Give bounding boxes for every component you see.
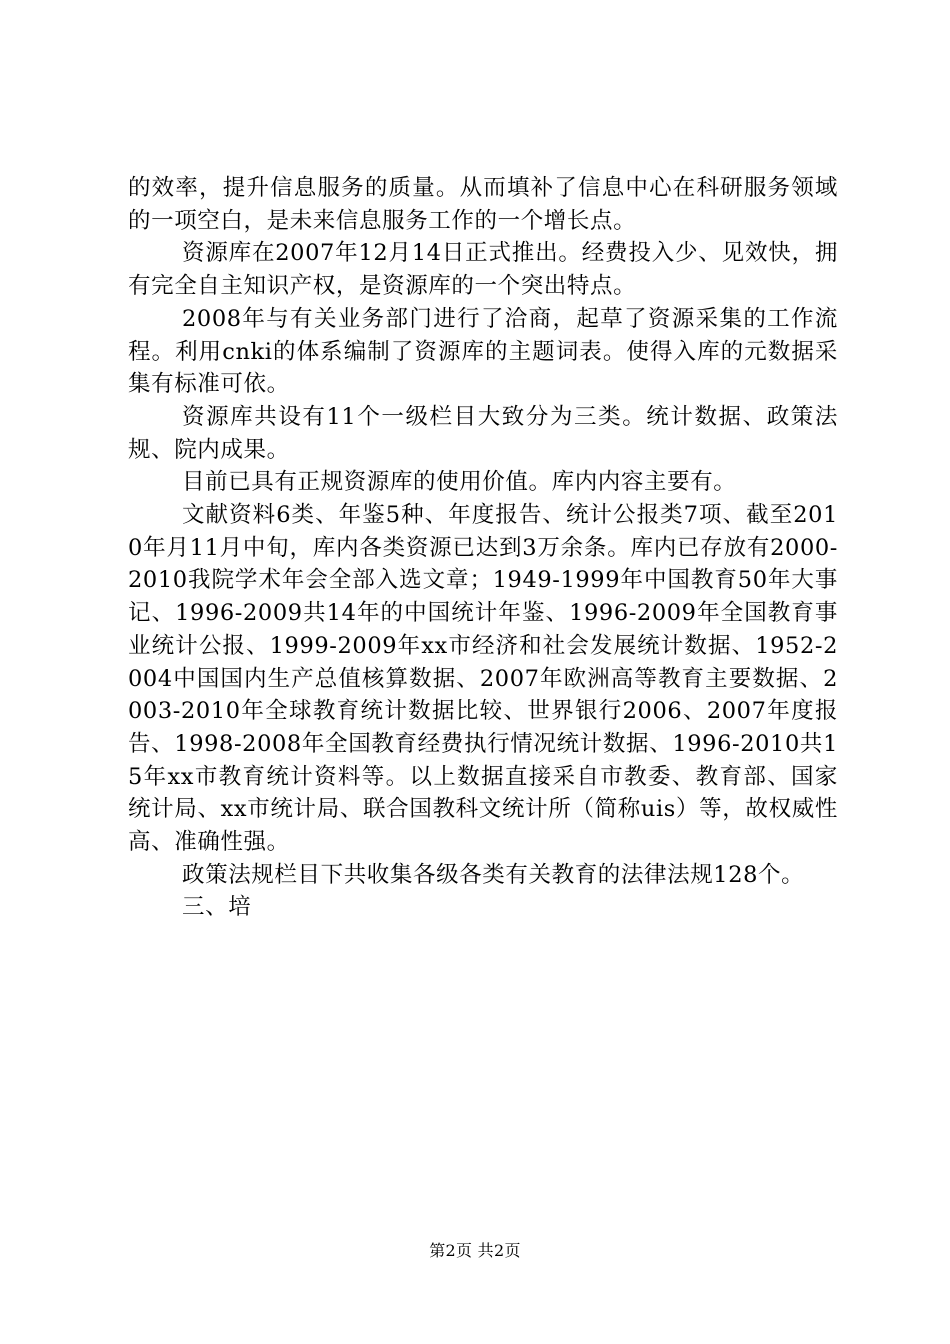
paragraph-5: 目前已具有正规资源库的使用价值。库内内容主要有。 [182,469,737,496]
document-body [128,172,838,924]
paragraph-3: 2008年与有关业务部门进行了洽商，起草了资源采集的工作流程。利用cnki的体系编制了资源库的主题词表。使得入库的元数据采集有标准可依。 [128,305,838,398]
paragraph-7: 政策法规栏目下共收集各级各类有关教育的法律法规128个。 [182,861,805,888]
page-footer: 第2页 共2页 [429,1241,521,1260]
section-heading-partial: 三、培 [182,894,252,921]
paragraph-1: 的效率，提升信息服务的质量。从而填补了信息中心在科研服务领域的一项空白，是未来信息服务工作的一个增长点。 [128,175,838,234]
paragraph-4: 资源库共设有11个一级栏目大致分为三类。统计数据、政策法规、院内成果。 [128,403,838,463]
paragraph-2: 资源库在2007年12月14日正式推出。经费投入少、见效快，拥有完全自主知识产权，是资源库的一个突出特点。 [128,240,838,300]
paragraph-6: 文献资料6类、年鉴5种、年度报告、统计公报类7项、截至2010年月11月中旬，库内各类资源已达到3万余条。库内已存放有2000-2010我院学术年会全部入选文章；1949-1999年中国教育50年大事记、1996-2009共14年的中国统计年鉴、1996-2009年全国教育事业统计公报、1999-2009年xx市经济和社会发展统计数据、1952-2004中国国内生产总值核算数据、2007年欧洲高等教育主要数据、2003-2010年全球教育统计数据比较、世界银行2006、2007年度报告、1998-2008年全国教育经费执行情况统计数据、1996-2010共15年xx市教育统计资料等。以上数据直接采自市教委、教育部、国家统计局、xx市统计局、联合国教科文统计所（简称uis）等，故权威性高、准确性强。 [128,502,838,856]
